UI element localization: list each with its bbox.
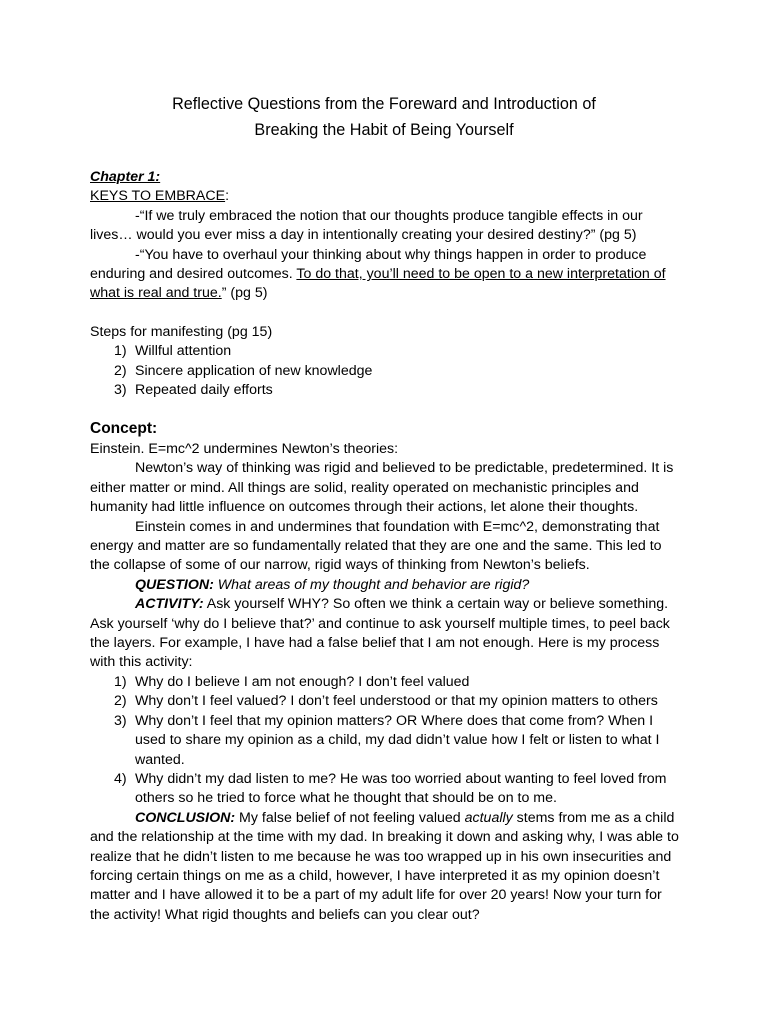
steps-heading: Steps for manifesting (pg 15) (90, 324, 273, 340)
conclusion-label: CONCLUSION: (135, 809, 236, 826)
list-item-text: Sincere application of new knowledge (135, 362, 373, 379)
conclusion-text-b: stems from me as a child and the relationship at the time with my dad. In breaking it down and asking why, I was able to realize that he didn’t listen to me because he was too wrapped up in his own insecurities and forcing certain things on me as a child, however, I have interpreted it as my opinion doesn’t matter and I have allowed it to be a part of my adult life for over 20 years! Now your turn for the activity! What rigid thoughts and beliefs can you clear out? (90, 809, 679, 923)
concept-heading: Concept: (90, 420, 158, 437)
quote-2-start: -“You have to overhaul your thinking about why things happen in order to produce enduring and desired outcomes. (90, 246, 647, 283)
list-item (90, 381, 680, 400)
list-item (90, 692, 680, 711)
document-title-line-1: Reflective Questions from the Foreward and Introduction of (172, 95, 596, 113)
quote-2-end: ” (pg 5) (221, 285, 268, 302)
list-item-text: Why do I believe I am not enough? I don’t feel valued (135, 673, 470, 690)
list-number: 1) (114, 673, 127, 690)
list-number: 3) (114, 382, 127, 399)
list-number: 3) (114, 712, 127, 729)
concept-paragraph-2: Einstein comes in and undermines that foundation with E=mc^2, demonstrating that energy and matter are so fundamentally related that they are one and the same. This led to the collapse of some of our narrow, rigid ways of thinking from Newton’s beliefs. (90, 518, 662, 574)
concept-paragraph-1: Newton’s way of thinking was rigid and believed to be predictable, predetermined. It is either matter or mind. All things are solid, reality operated on mechanistic principles and humanity had little influence on outcomes through their actions, let alone their thoughts. (90, 460, 674, 516)
conclusion-text-a: My false belief of not feeling valued (235, 809, 465, 826)
list-number: 2) (114, 362, 127, 379)
list-item (90, 342, 680, 361)
activity-paragraph (90, 595, 680, 673)
quote-2 (90, 246, 680, 304)
concept-section (90, 418, 680, 925)
list-item (90, 712, 680, 770)
list-number: 4) (114, 770, 127, 787)
list-item-text: Why don’t I feel valued? I don’t feel understood or that my opinion matters to others (135, 693, 658, 710)
keys-to-embrace-label: KEYS TO EMBRACE (90, 188, 226, 205)
chapter-heading: Chapter 1: (90, 169, 161, 185)
list-number: 1) (114, 343, 127, 360)
activity-label: ACTIVITY: (135, 596, 204, 613)
question-label: QUESTION: (135, 576, 214, 593)
chapter-section (90, 168, 680, 304)
list-item-text: Repeated daily efforts (135, 382, 273, 399)
activity-text: Ask yourself WHY? So often we think a certain way or believe something. Ask yourself ‘why do I believe that?’ and continue to ask yourself multiple times, to peel back the layers. For example, I have had a false belief that I am not enough. Here is my process with this activity: (90, 596, 670, 671)
keys-colon: : (225, 188, 230, 205)
list-number: 2) (114, 693, 127, 710)
list-item (90, 770, 680, 809)
conclusion-paragraph (90, 809, 680, 925)
activity-list (90, 673, 680, 809)
question-text: What areas of my thought and behavior are rigid? (213, 576, 530, 593)
concept-intro: Einstein. E=mc^2 undermines Newton’s theories: (90, 441, 399, 457)
list-item-text: Why didn’t my dad listen to me? He was too worried about wanting to feel loved from others so he tried to force what he thought that should be on to me. (135, 770, 667, 807)
list-item-text: Why don’t I feel that my opinion matters? OR Where does that come from? When I used to share my opinion as a child, my dad didn’t value how I felt or listen to what I wanted. (135, 712, 660, 768)
steps-section (90, 323, 680, 401)
list-item (90, 362, 680, 381)
quote-1: -“If we truly embraced the notion that our thoughts produce tangible effects in our lives… would you ever miss a day in intentionally creating your desired destiny?” (pg 5) (90, 207, 643, 244)
quote-2-underlined: To do that, you’ll need to be open to a new interpretation of what is real and true. (90, 266, 666, 302)
list-item-text: Willful attention (135, 343, 232, 360)
document-title-line-2: Breaking the Habit of Being Yourself (254, 121, 514, 139)
conclusion-italic: actually (464, 809, 513, 826)
question-line (90, 576, 680, 595)
list-item (90, 673, 680, 692)
steps-list (90, 342, 680, 400)
